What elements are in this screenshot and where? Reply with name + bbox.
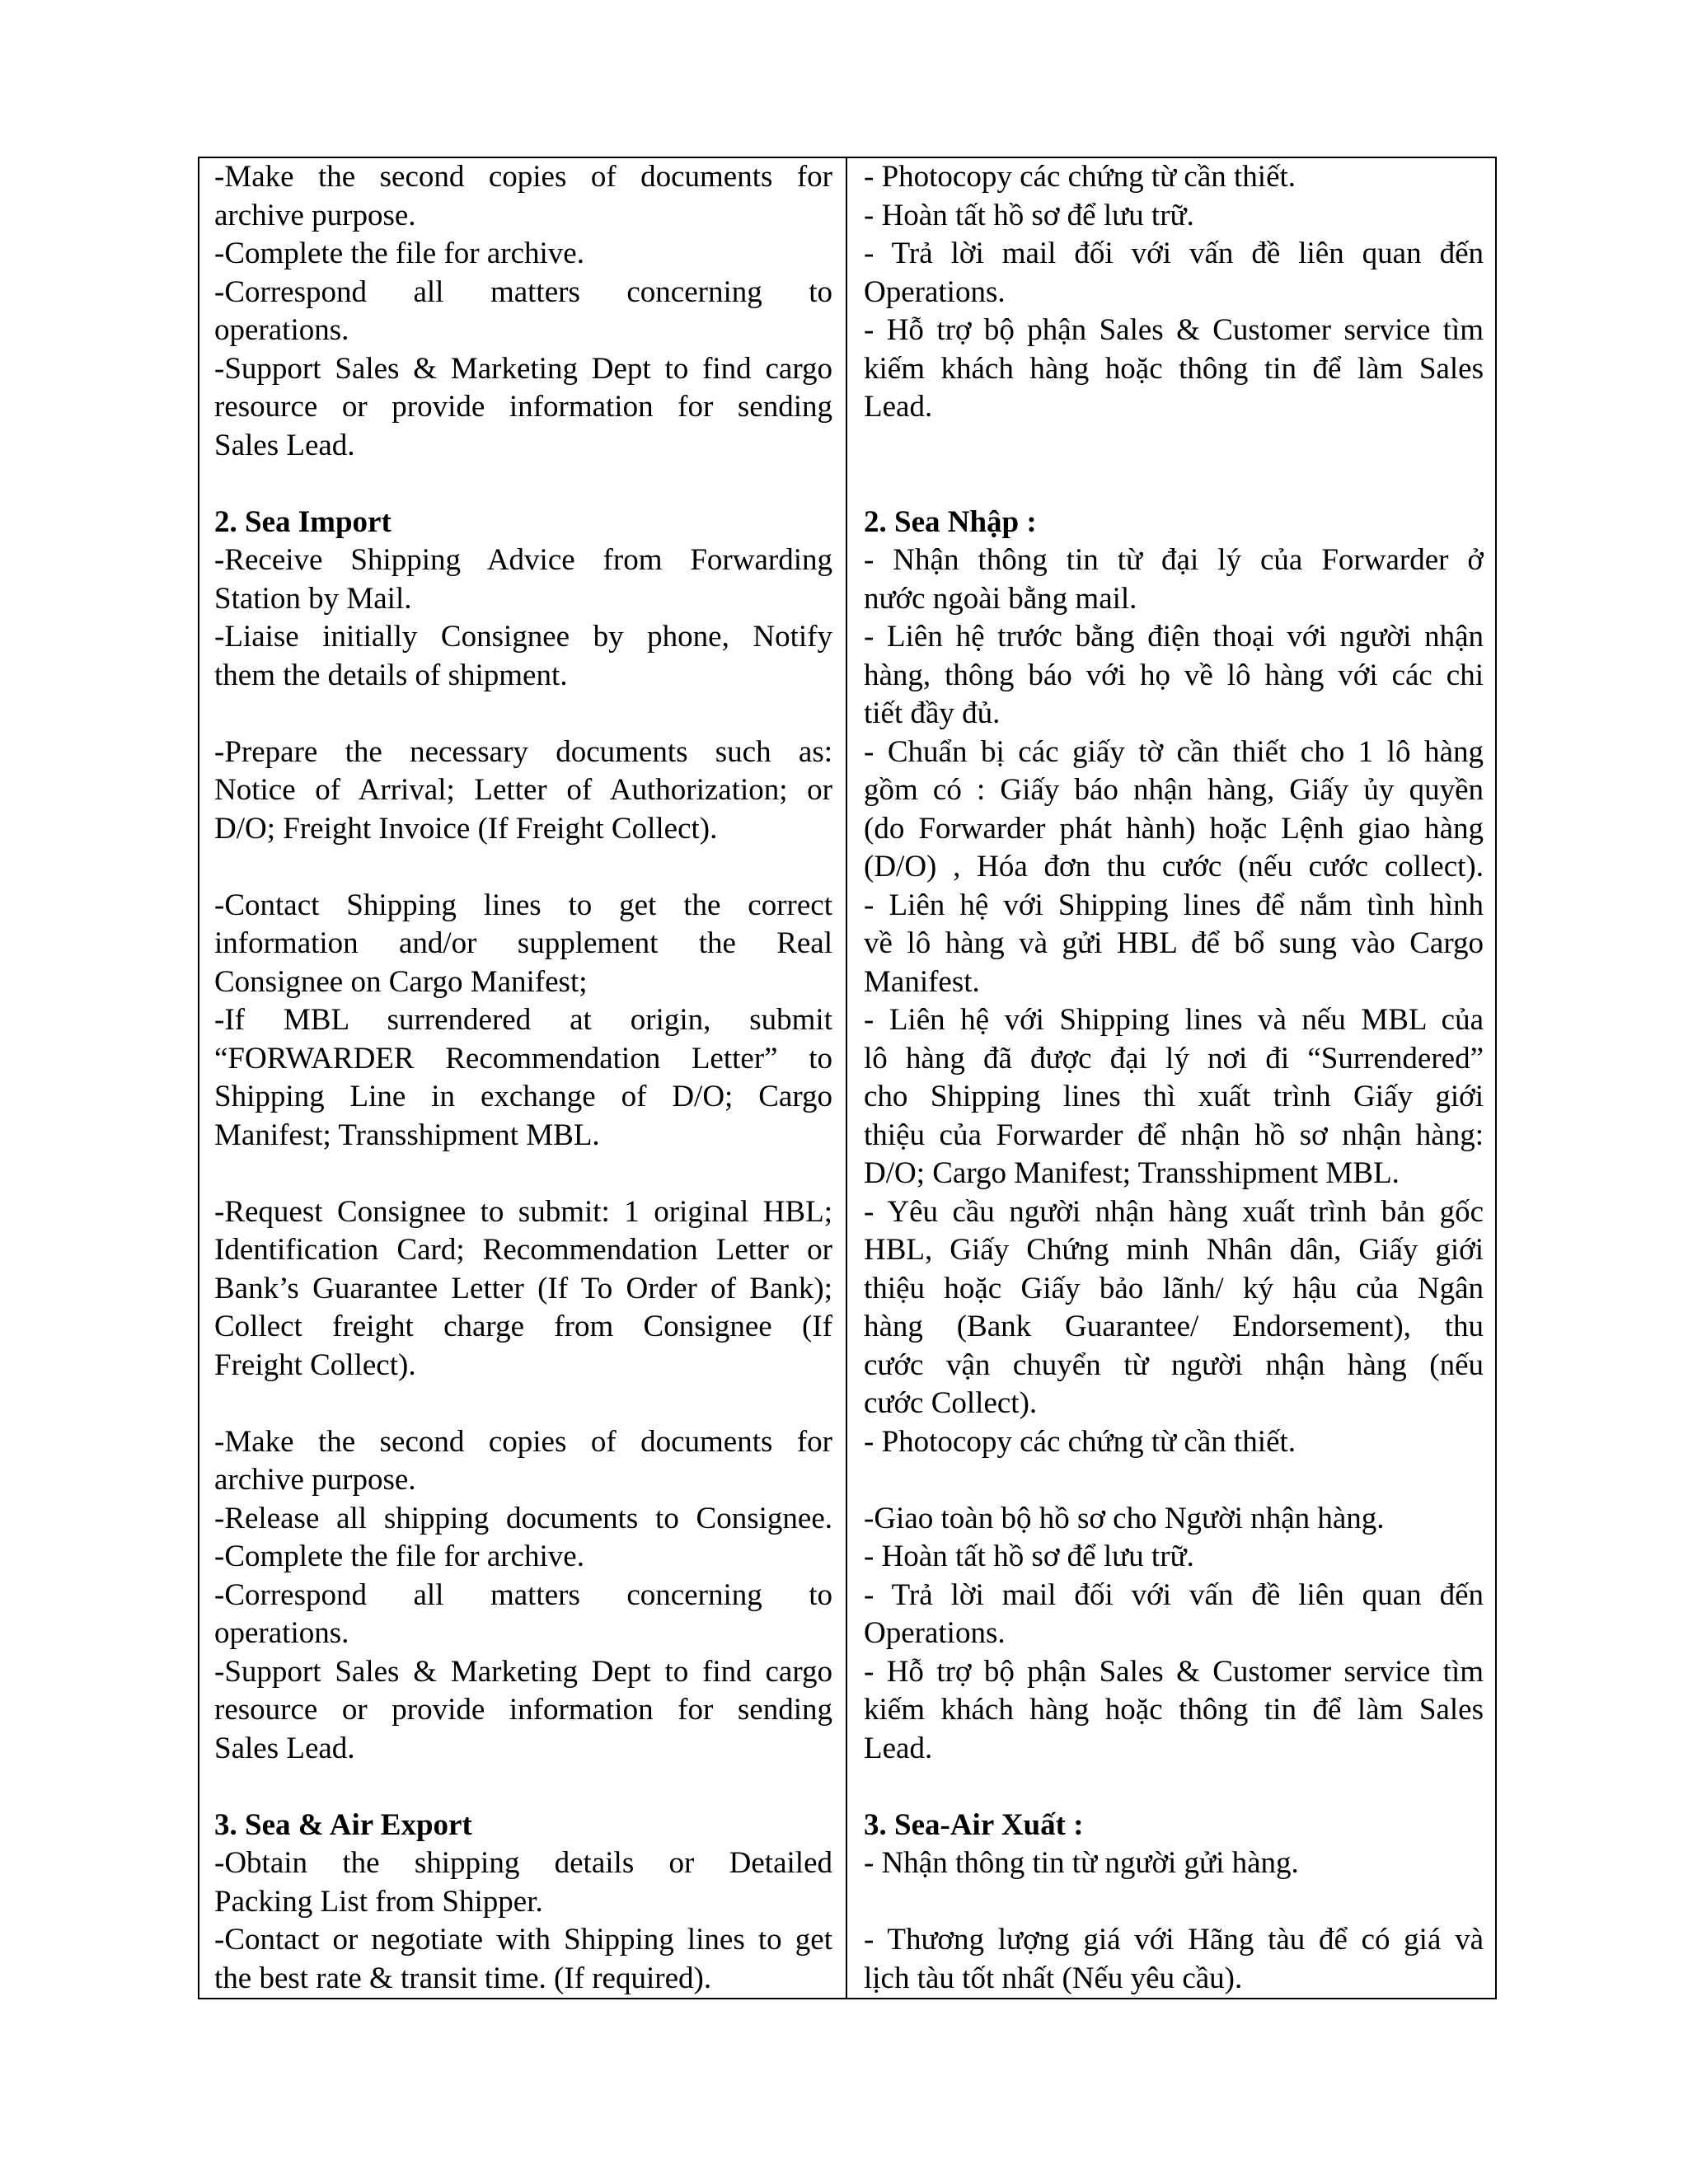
vietnamese-spacer bbox=[864, 1768, 1484, 1807]
english-text-line: -Correspond all matters concerning to bbox=[214, 274, 832, 309]
vietnamese-spacer bbox=[864, 1461, 1484, 1500]
vietnamese-text-line: nước ngoài bằng mail. bbox=[864, 581, 1137, 616]
vietnamese-column bbox=[864, 158, 1484, 1998]
vietnamese-text-line: cước Collect). bbox=[864, 1386, 1038, 1420]
english-text-line: -Receive Shipping Advice from Forwarding bbox=[214, 543, 832, 577]
vietnamese-section-heading: 3. Sea-Air Xuất : bbox=[864, 1807, 1084, 1842]
english-text-line: Sales Lead. bbox=[214, 428, 355, 462]
vietnamese-text-line: Operations. bbox=[864, 274, 1006, 309]
english-text-line: Notice of Arrival; Letter of Authorization; or bbox=[214, 773, 832, 807]
vietnamese-text-line: kiếm khách hàng hoặc thông tin để làm Sales bbox=[864, 351, 1484, 386]
english-spacer bbox=[214, 1155, 832, 1193]
vietnamese-text-line: lô hàng đã được đại lý nơi đi “Surrendered” bbox=[864, 1041, 1484, 1076]
english-text-line: operations. bbox=[214, 1616, 349, 1650]
vietnamese-text-line: thiệu của Forwarder để nhận hồ sơ nhận hàng: bbox=[864, 1118, 1484, 1152]
english-text-line: Freight Collect). bbox=[214, 1347, 416, 1382]
english-spacer bbox=[214, 848, 832, 887]
english-text-line: Bank’s Guarantee Letter (If To Order of Bank); bbox=[214, 1271, 832, 1305]
english-text-line: the best rate & transit time. (If required). bbox=[214, 1961, 712, 1995]
english-text-line: Sales Lead. bbox=[214, 1731, 355, 1765]
english-text-line: Consignee on Cargo Manifest; bbox=[214, 964, 588, 999]
vietnamese-spacer bbox=[864, 427, 1484, 466]
english-text-line: archive purpose. bbox=[214, 198, 416, 232]
vietnamese-text-line: hàng, thông báo với họ về lô hàng với các chi bbox=[864, 658, 1484, 692]
english-text-line: -Make the second copies of documents for bbox=[214, 1424, 832, 1459]
vietnamese-spacer bbox=[864, 465, 1484, 504]
english-text-line: resource or provide information for sending bbox=[214, 1693, 832, 1727]
vietnamese-text-line: -Giao toàn bộ hồ sơ cho Người nhận hàng. bbox=[864, 1501, 1385, 1535]
vietnamese-text-line: (do Forwarder phát hành) hoặc Lệnh giao hàng bbox=[864, 811, 1484, 846]
vietnamese-text-line: - Photocopy các chứng từ cần thiết. bbox=[864, 160, 1296, 194]
vietnamese-text-line: - Trả lời mail đối với vấn đề liên quan đến bbox=[864, 237, 1484, 270]
vietnamese-text-line: D/O; Cargo Manifest; Transshipment MBL. bbox=[864, 1156, 1400, 1190]
english-text-line: -Contact Shipping lines to get the correct bbox=[214, 888, 832, 922]
english-text-line: -Liaise initially Consignee by phone, Notify bbox=[214, 620, 832, 654]
english-column bbox=[214, 158, 832, 1998]
english-text-line: -Prepare the necessary documents such as: bbox=[214, 734, 832, 769]
vietnamese-text-line: Manifest. bbox=[864, 964, 980, 999]
vietnamese-text-line: Lead. bbox=[864, 390, 933, 424]
vietnamese-text-line: cước vận chuyển từ người nhận hàng (nếu bbox=[864, 1347, 1484, 1382]
english-text-line: -Obtain the shipping details or Detailed bbox=[214, 1846, 832, 1880]
vietnamese-spacer bbox=[864, 1883, 1484, 1922]
bilingual-table bbox=[198, 157, 1497, 1999]
english-text-line: -Correspond all matters concerning to bbox=[214, 1577, 832, 1612]
english-text-line: “FORWARDER Recommendation Letter” to bbox=[214, 1041, 832, 1076]
english-section-heading: 2. Sea Import bbox=[214, 504, 392, 539]
vietnamese-text-line: - Photocopy các chứng từ cần thiết. bbox=[864, 1424, 1296, 1459]
vietnamese-text-line: về lô hàng và gửi HBL để bổ sung vào Cargo bbox=[864, 926, 1484, 960]
english-text-line: Shipping Line in exchange of D/O; Cargo bbox=[214, 1080, 832, 1113]
vietnamese-text-line: Lead. bbox=[864, 1731, 933, 1765]
english-text-line: -Request Consignee to submit: 1 original HBL; bbox=[214, 1194, 832, 1229]
vietnamese-text-line: - Liên hệ trước bằng điện thoại với người nhận bbox=[864, 620, 1484, 654]
english-section-heading: 3. Sea & Air Export bbox=[214, 1807, 472, 1842]
vietnamese-text-line: - Liên hệ với Shipping lines để nắm tình hình bbox=[864, 888, 1484, 922]
english-spacer bbox=[214, 1385, 832, 1423]
english-spacer bbox=[214, 1768, 832, 1807]
english-text-line: operations. bbox=[214, 313, 349, 347]
vietnamese-text-line: - Hỗ trợ bộ phận Sales & Customer service tìm bbox=[864, 313, 1484, 347]
vietnamese-text-line: cho Shipping lines thì xuất trình Giấy giới bbox=[864, 1080, 1484, 1113]
vietnamese-text-line: - Thương lượng giá với Hãng tàu để có giá và bbox=[864, 1923, 1484, 1957]
vietnamese-text-line: lịch tàu tốt nhất (Nếu yêu cầu). bbox=[864, 1961, 1243, 1995]
english-text-line: Identification Card; Recommendation Letter or bbox=[214, 1233, 832, 1267]
vietnamese-text-line: HBL, Giấy Chứng minh Nhân dân, Giấy giới bbox=[864, 1233, 1484, 1267]
english-text-line: -Contact or negotiate with Shipping lines to get bbox=[214, 1923, 832, 1957]
vietnamese-text-line: - Nhận thông tin từ người gửi hàng. bbox=[864, 1846, 1299, 1880]
vietnamese-text-line: gồm có : Giấy báo nhận hàng, Giấy ủy quyền bbox=[864, 773, 1484, 807]
vietnamese-text-line: - Yêu cầu người nhận hàng xuất trình bản gốc bbox=[864, 1194, 1484, 1229]
english-text-line: Collect freight charge from Consignee (If bbox=[214, 1310, 832, 1343]
vietnamese-text-line: - Hoàn tất hồ sơ để lưu trữ. bbox=[864, 198, 1194, 232]
english-text-line: D/O; Freight Invoice (If Freight Collect). bbox=[214, 811, 718, 846]
vietnamese-text-line: (D/O) , Hóa đơn thu cước (nếu cước collect). bbox=[864, 850, 1484, 883]
vietnamese-text-line: kiếm khách hàng hoặc thông tin để làm Sales bbox=[864, 1693, 1484, 1727]
column-divider bbox=[846, 158, 847, 1998]
english-text-line: -Complete the file for archive. bbox=[214, 237, 584, 270]
vietnamese-text-line: - Hỗ trợ bộ phận Sales & Customer service tìm bbox=[864, 1654, 1484, 1689]
english-text-line: archive purpose. bbox=[214, 1463, 416, 1497]
english-text-line: information and/or supplement the Real bbox=[214, 926, 832, 960]
vietnamese-text-line: - Trả lời mail đối với vấn đề liên quan đến bbox=[864, 1577, 1484, 1612]
vietnamese-text-line: thiệu hoặc Giấy bảo lãnh/ ký hậu của Ngân bbox=[864, 1271, 1484, 1305]
vietnamese-text-line: - Hoàn tất hồ sơ để lưu trữ. bbox=[864, 1540, 1194, 1573]
english-spacer bbox=[214, 465, 832, 504]
vietnamese-section-heading: 2. Sea Nhập : bbox=[864, 504, 1037, 539]
english-text-line: Station by Mail. bbox=[214, 581, 412, 616]
english-text-line: Manifest; Transshipment MBL. bbox=[214, 1118, 600, 1152]
english-text-line: resource or provide information for sending bbox=[214, 390, 832, 424]
vietnamese-text-line: - Liên hệ với Shipping lines và nếu MBL của bbox=[864, 1003, 1484, 1037]
english-text-line: -Release all shipping documents to Consignee. bbox=[214, 1501, 832, 1535]
english-text-line: them the details of shipment. bbox=[214, 658, 568, 692]
vietnamese-text-line: hàng (Bank Guarantee/ Endorsement), thu bbox=[864, 1310, 1484, 1343]
english-text-line: -Support Sales & Marketing Dept to find cargo bbox=[214, 351, 832, 386]
english-spacer bbox=[214, 695, 832, 733]
vietnamese-text-line: - Nhận thông tin từ đại lý của Forwarder ở bbox=[864, 543, 1484, 577]
english-text-line: -Support Sales & Marketing Dept to find cargo bbox=[214, 1654, 832, 1689]
english-text-line: -Complete the file for archive. bbox=[214, 1540, 584, 1573]
english-text-line: -If MBL surrendered at origin, submit bbox=[214, 1003, 832, 1037]
vietnamese-text-line: Operations. bbox=[864, 1616, 1006, 1650]
vietnamese-text-line: - Chuẩn bị các giấy tờ cần thiết cho 1 lô hàng bbox=[864, 734, 1484, 769]
vietnamese-text-line: tiết đầy đủ. bbox=[864, 696, 1001, 730]
english-text-line: -Make the second copies of documents for bbox=[214, 160, 832, 194]
english-text-line: Packing List from Shipper. bbox=[214, 1884, 543, 1919]
